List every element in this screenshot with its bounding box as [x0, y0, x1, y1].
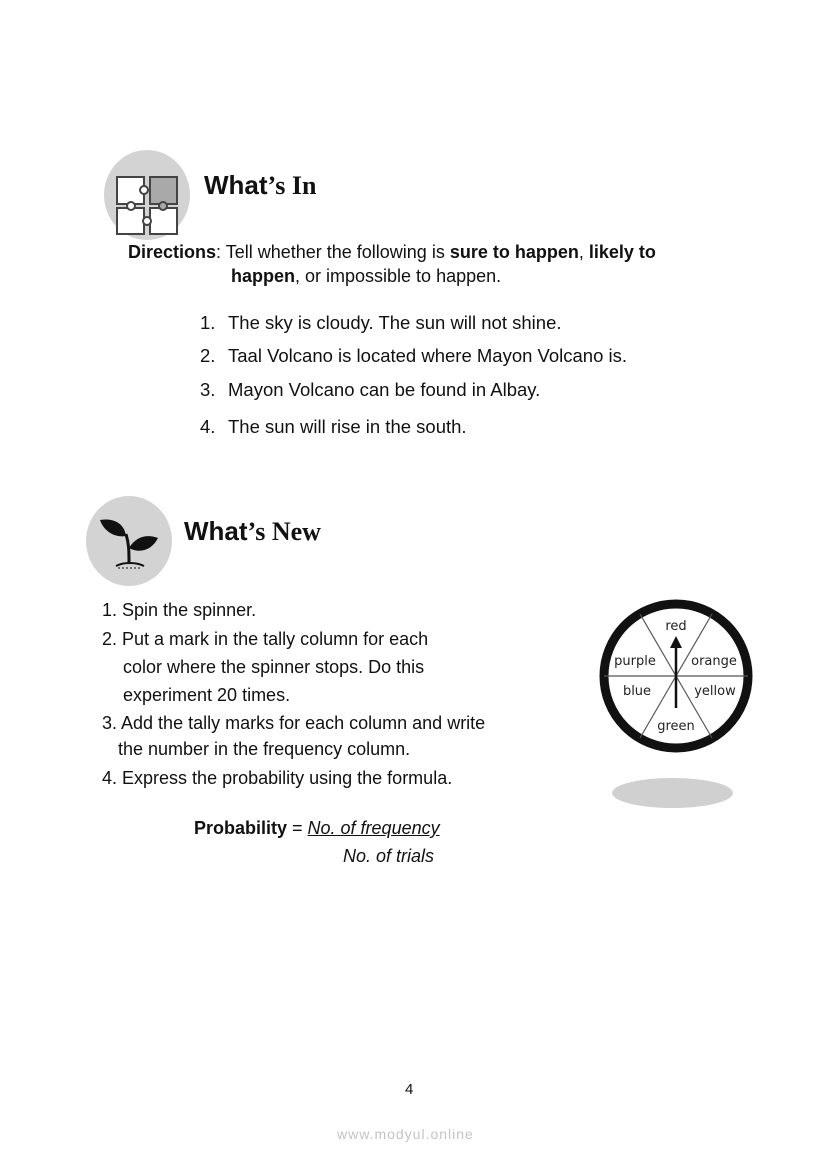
list-item: 3. Add the tally marks for each column and write	[102, 713, 486, 733]
formula-denominator: No. of trials	[343, 846, 435, 866]
whats-new-icon-circle	[86, 496, 172, 586]
directions-block: Directions: Tell whether the following is sure to happen, likely to happen, or impossible to happen.	[128, 242, 656, 286]
list-item: 4. Express the probability using the formula.	[102, 768, 453, 788]
whats-new-steps	[102, 600, 572, 800]
directions-label: Directions	[128, 242, 217, 262]
footer-watermark: www.modyul.online	[337, 1126, 474, 1142]
list-item-continuation: the number in the frequency column.	[118, 739, 411, 759]
spinner-label-purple: purple	[614, 654, 656, 669]
spinner-label-orange: orange	[691, 654, 737, 669]
list-item: 2. Taal Volcano is located where Mayon Volcano is.	[200, 345, 628, 366]
formula-numerator: No. of frequency	[307, 818, 440, 838]
list-item-continuation: experiment 20 times.	[123, 685, 291, 705]
spinner-label-blue: blue	[622, 684, 652, 699]
list-item: 1. Spin the spinner.	[102, 600, 257, 620]
whats-in-heading: What’s In	[204, 170, 317, 200]
spinner-label-green: green	[657, 719, 695, 734]
list-item-continuation: color where the spinner stops. Do this	[123, 657, 425, 677]
puzzle-icon	[104, 150, 190, 240]
page-number: 4	[405, 1081, 414, 1098]
whats-in-icon-circle	[104, 150, 190, 240]
whats-in-list	[200, 312, 760, 442]
list-item: 4. The sun will rise in the south.	[200, 416, 467, 437]
seedling-icon	[86, 496, 172, 586]
spinner-shadow	[612, 778, 733, 808]
list-item: 1. The sky is cloudy. The sun will not shine.	[200, 312, 562, 333]
probability-formula: Probability = No. of frequency	[194, 818, 440, 838]
spinner-label-yellow: yellow	[694, 684, 736, 699]
spinner-label-red: red	[665, 619, 687, 634]
list-item: 3. Mayon Volcano can be found in Albay.	[200, 379, 541, 400]
formula-label: Probability	[194, 818, 288, 838]
spinner-icon	[596, 596, 756, 756]
whats-new-heading: What’s New	[184, 516, 321, 546]
list-item: 2. Put a mark in the tally column for each	[102, 629, 429, 649]
spinner-figure	[596, 596, 756, 756]
